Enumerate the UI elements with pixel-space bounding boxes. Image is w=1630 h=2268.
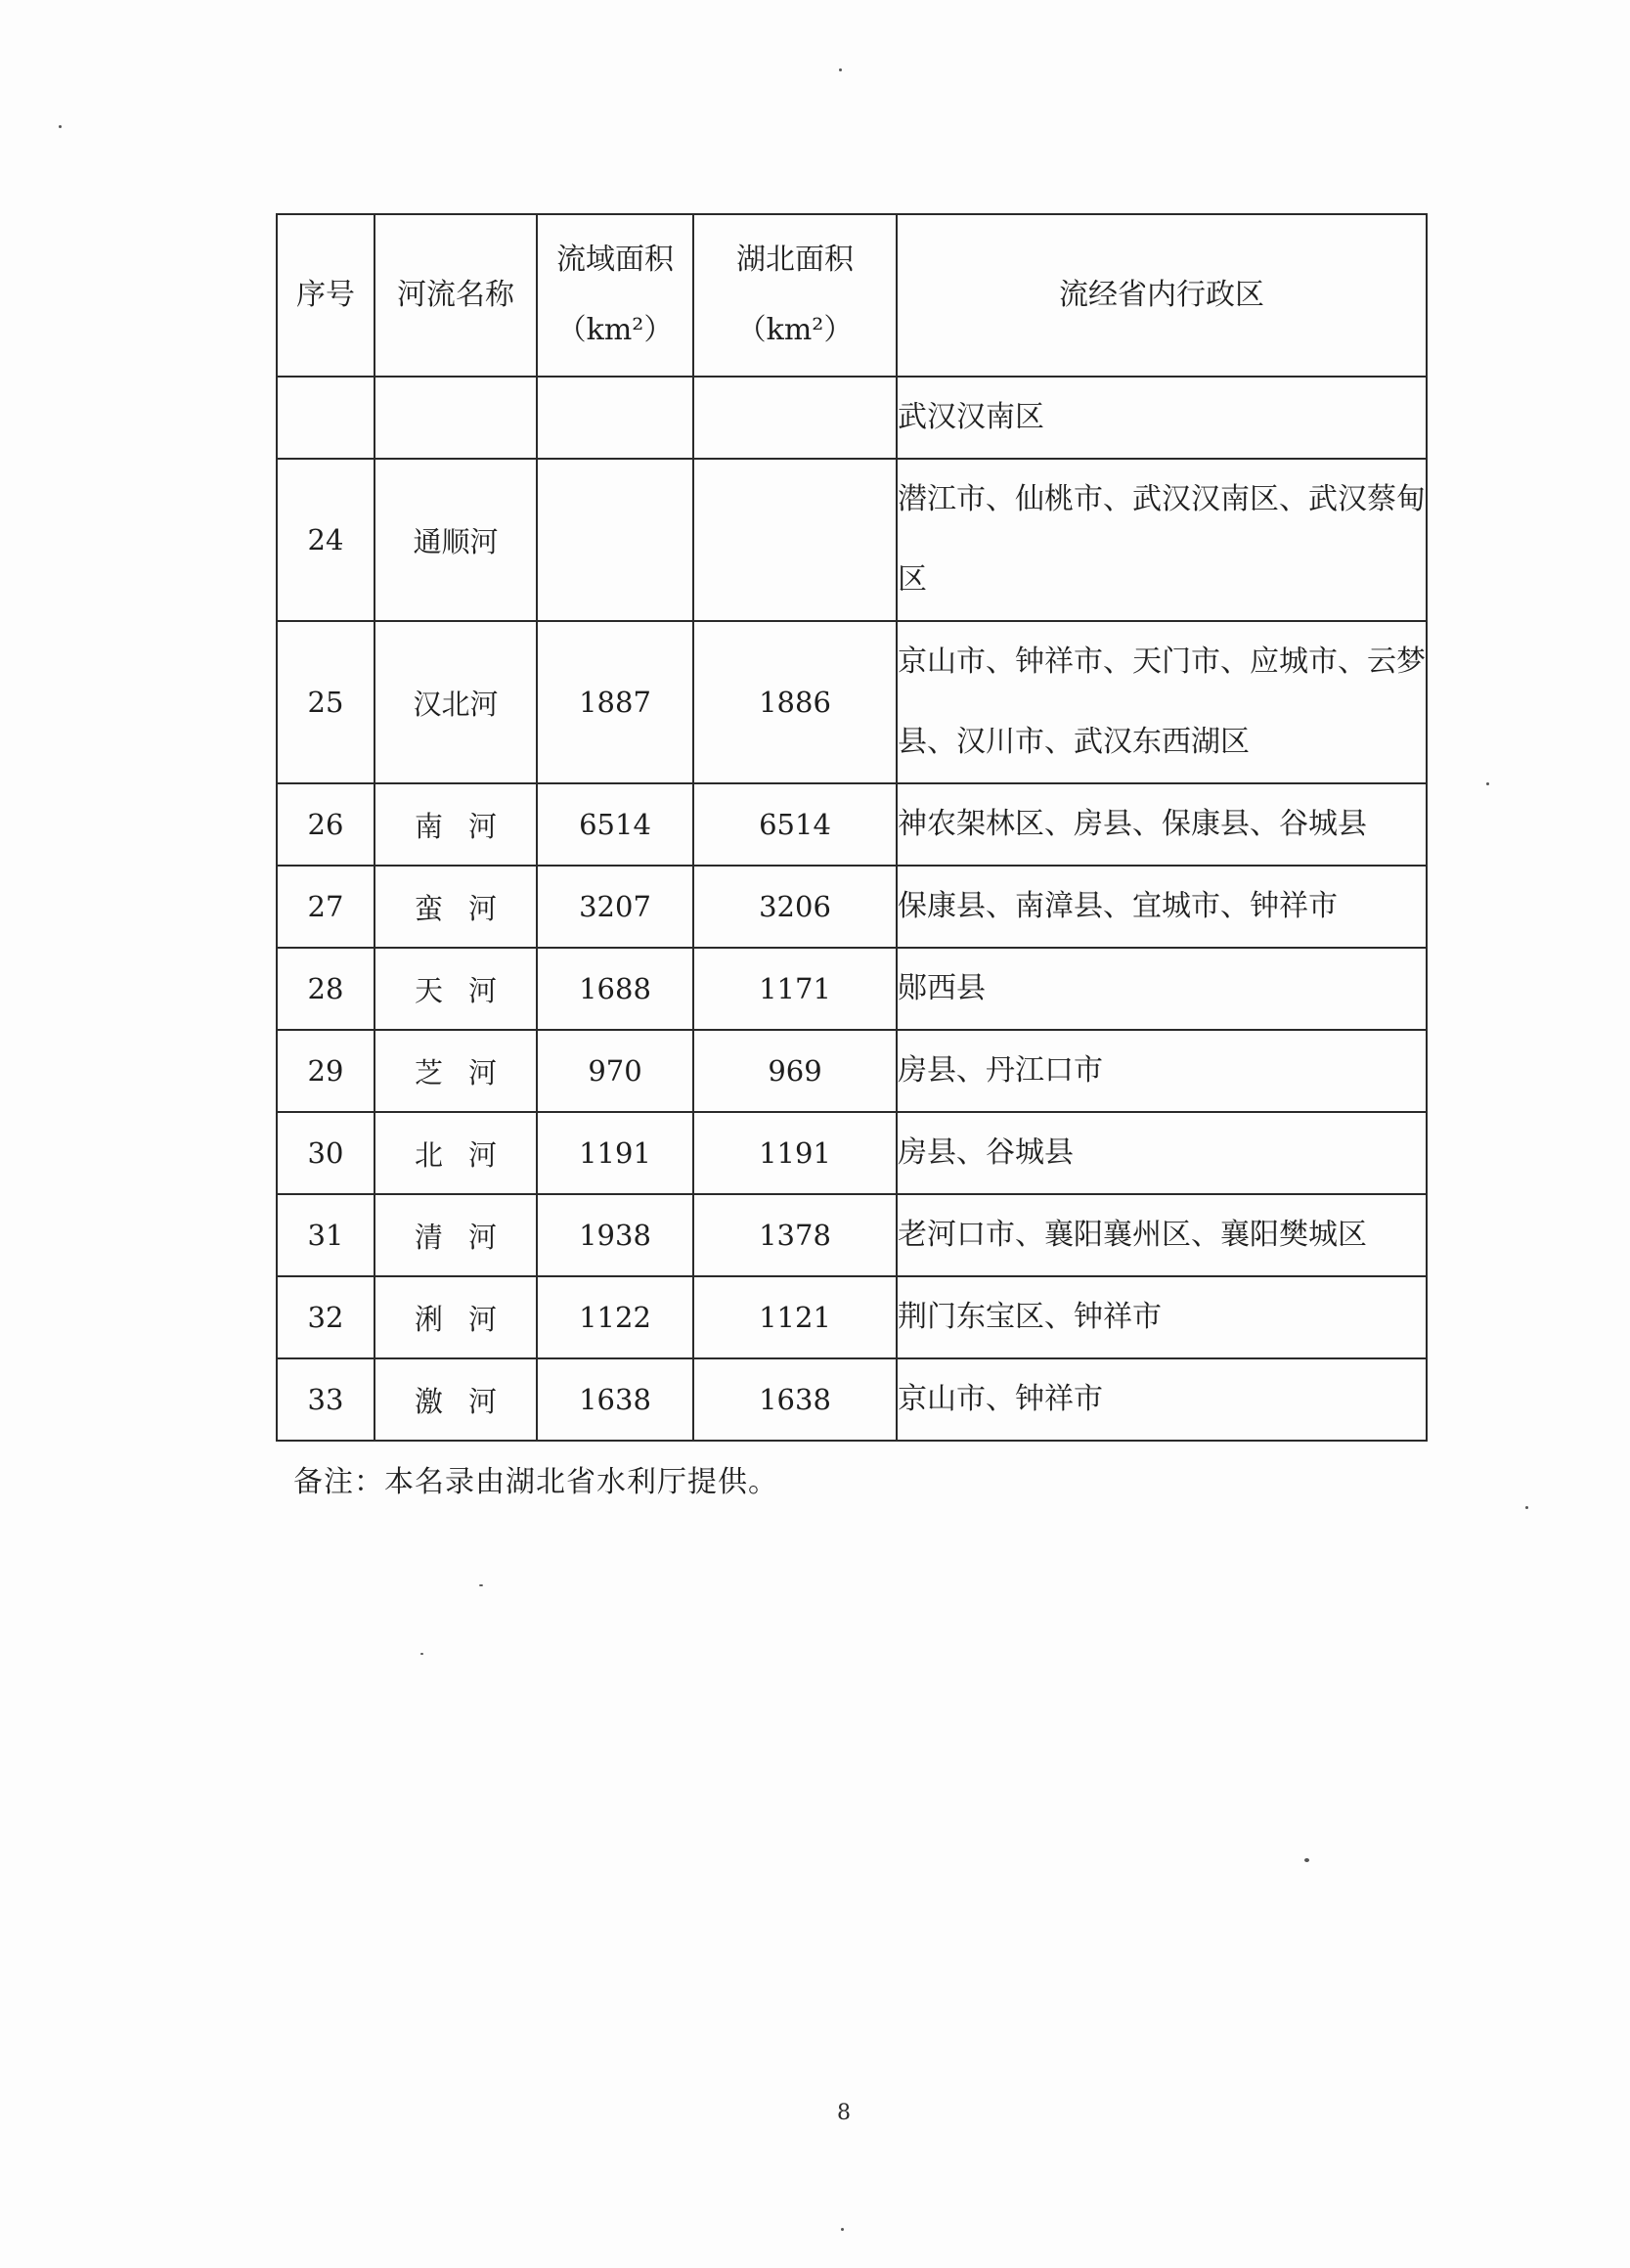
row-number-cell: 33 [277,1358,374,1441]
basin-area-cell: 1938 [537,1194,693,1276]
table-header-row [277,214,1427,377]
scan-speck [841,2228,844,2231]
row-number-cell: 26 [277,783,374,866]
table-row [277,1030,1427,1112]
regions-cell: 房县、谷城县 [897,1112,1427,1194]
hubei-area-cell: 1886 [693,621,897,783]
hubei-area-cell [693,377,897,459]
row-number-cell [277,377,374,459]
river-name: 芝河 [414,1055,522,1090]
basin-area-cell: 1887 [537,621,693,783]
river-name: 蛮河 [414,891,522,925]
river-name: 清河 [414,1220,522,1254]
hubei-area-cell: 1121 [693,1276,897,1358]
table-row [277,1358,1427,1441]
river-name: 激河 [414,1384,522,1418]
scan-speck [420,1653,423,1655]
hubei-area-cell [693,459,897,621]
header-regions: 流经省内行政区 [897,214,1427,377]
river-name-cell [374,783,537,866]
basin-area-cell: 1191 [537,1112,693,1194]
regions-cell: 房县、丹江口市 [897,1030,1427,1112]
header-basin-area-unit: （km²） [556,313,674,347]
hubei-area-cell: 969 [693,1030,897,1112]
row-number-cell: 29 [277,1030,374,1112]
river-name-cell [374,948,537,1030]
header-name: 河流名称 [374,214,537,377]
row-number-cell: 24 [277,459,374,621]
page-number: 8 [837,2101,851,2125]
river-name: 北河 [414,1137,522,1172]
river-name-cell [374,377,537,459]
table-row [277,1194,1427,1276]
table-row [277,459,1427,621]
regions-cell: 武汉汉南区 [897,377,1427,459]
river-name-cell [374,621,537,783]
header-num: 序号 [277,214,374,377]
basin-area-cell: 3207 [537,866,693,948]
regions-cell: 保康县、南漳县、宜城市、钟祥市 [897,866,1427,948]
hubei-area-cell: 3206 [693,866,897,948]
scan-speck [839,68,842,71]
regions-cell: 京山市、钟祥市 [897,1358,1427,1441]
river-name-cell [374,866,537,948]
basin-area-cell [537,459,693,621]
river-name-cell [374,1276,537,1358]
scan-speck [59,125,62,128]
regions-cell: 京山市、钟祥市、天门市、应城市、云梦县、汉川市、武汉东西湖区 [897,621,1427,783]
basin-area-cell: 1122 [537,1276,693,1358]
header-hubei-area [693,214,897,377]
basin-area-cell: 1638 [537,1358,693,1441]
header-basin-area [537,214,693,377]
hubei-area-cell: 1191 [693,1112,897,1194]
basin-area-cell: 970 [537,1030,693,1112]
row-number-cell: 25 [277,621,374,783]
header-basin-area-label: 流域面积 [556,243,674,277]
scan-speck [1525,1506,1528,1509]
regions-cell: 荆门东宝区、钟祥市 [897,1276,1427,1358]
scan-speck [1304,1858,1309,1862]
table-row [277,866,1427,948]
row-number-cell: 30 [277,1112,374,1194]
hubei-area-cell: 1378 [693,1194,897,1276]
row-number-cell: 28 [277,948,374,1030]
regions-cell: 老河口市、襄阳襄州区、襄阳樊城区 [897,1194,1427,1276]
river-name-cell [374,1112,537,1194]
footnote: 备注：本名录由湖北省水利厅提供。 [293,1465,778,1499]
basin-area-cell [537,377,693,459]
river-name-cell [374,1194,537,1276]
hubei-area-cell: 1638 [693,1358,897,1441]
table-body [277,377,1427,1441]
river-name-cell [374,1358,537,1441]
table-row [277,621,1427,783]
scan-speck [1486,782,1489,785]
basin-area-cell: 1688 [537,948,693,1030]
river-name: 汉北河 [413,687,499,721]
scan-speck [479,1584,483,1586]
hubei-area-cell: 1171 [693,948,897,1030]
row-number-cell: 27 [277,866,374,948]
row-number-cell: 32 [277,1276,374,1358]
table-row [277,1276,1427,1358]
regions-cell: 神农架林区、房县、保康县、谷城县 [897,783,1427,866]
header-hubei-area-unit: （km²） [736,313,854,347]
river-name-cell [374,1030,537,1112]
table-row [277,783,1427,866]
table-row [277,377,1427,459]
river-table [276,213,1428,1442]
river-name: 天河 [414,973,522,1007]
river-name-cell [374,459,537,621]
river-name: 浰河 [414,1302,522,1336]
row-number-cell: 31 [277,1194,374,1276]
header-hubei-area-label: 湖北面积 [736,243,854,277]
river-name: 南河 [414,809,522,843]
river-name: 通顺河 [413,524,499,558]
regions-cell: 潜江市、仙桃市、武汉汉南区、武汉蔡甸区 [897,459,1427,621]
basin-area-cell: 6514 [537,783,693,866]
regions-cell: 郧西县 [897,948,1427,1030]
table-row [277,1112,1427,1194]
hubei-area-cell: 6514 [693,783,897,866]
table-row [277,948,1427,1030]
